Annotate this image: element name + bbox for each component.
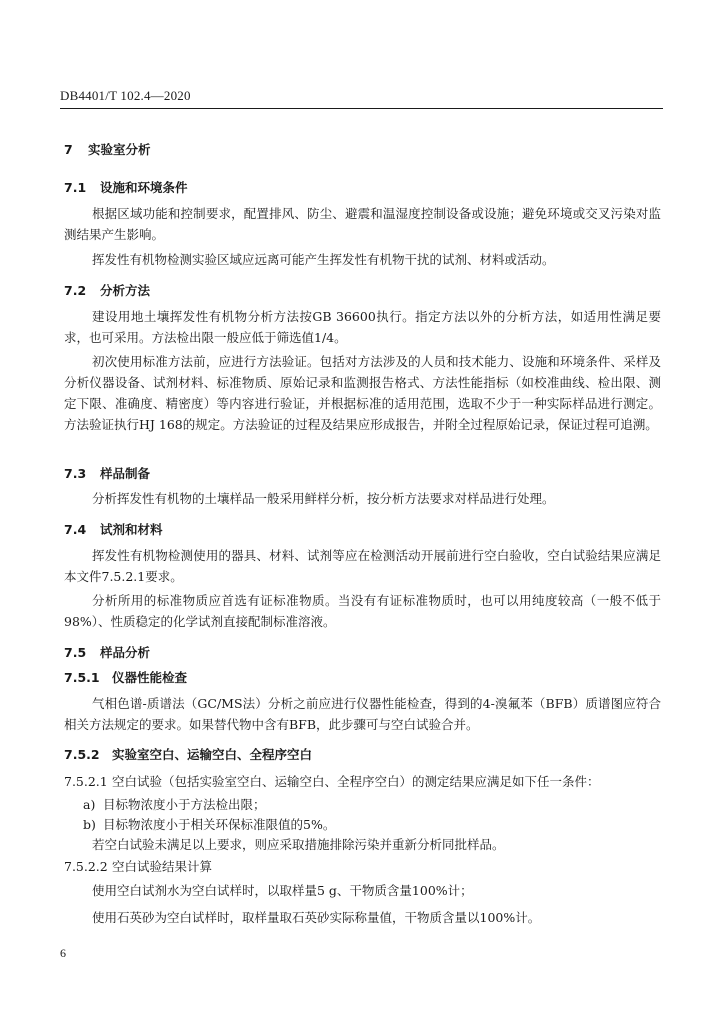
section-7-4-heading — [64, 520, 163, 538]
clause-text: 空白试验（包括实验室空白、运输空白、全程序空白）的测定结果应满足如下任一条件： — [112, 774, 600, 789]
paragraph: 建设用地土壤挥发性有机物分析方法按GB 36600执行。指定方法以外的分析方法，如适用性满足要求，也可采用。方法检出限一般应低于筛选值1/4。 — [64, 309, 661, 345]
list-item — [83, 795, 266, 813]
section-7-3-heading — [64, 464, 150, 482]
section-title: 实验室空白、运输空白、全程序空白 — [112, 747, 313, 762]
section-number: 7.3 — [64, 466, 87, 481]
section-title: 实验室分析 — [88, 142, 151, 157]
clause-7-5-2-1 — [64, 772, 600, 790]
section-title: 仪器性能检查 — [112, 670, 188, 685]
section-number: 7.1 — [64, 180, 87, 195]
section-number: 7.5.1 — [64, 670, 100, 685]
section-7-1-heading — [64, 178, 188, 196]
paragraph: 分析挥发性有机物的土壤样品一般采用鲜样分析，按分析方法要求对样品进行处理。 — [92, 491, 555, 506]
section-7-2-heading — [64, 281, 150, 299]
paragraph: 分析所用的标准物质应首选有证标准物质。当没有有证标准物质时，也可以用纯度较高（一般不低于98%）、性质稳定的化学试剂直接配制标准溶液。 — [64, 593, 661, 629]
paragraph: 气相色谱-质谱法（GC/MS法）分析之前应进行仪器性能检查，得到的4-溴氟苯（BFB）质谱图应符合相关方法规定的要求。如果替代物中含有BFB，此步骤可与空白试验合并。 — [64, 696, 661, 732]
list-marker: b) — [83, 817, 96, 832]
paragraph: 使用空白试剂水为空白试样时，以取样量5 g、干物质含量100%计； — [92, 883, 473, 898]
section-7-heading — [64, 140, 151, 158]
clause-note: 若空白试验未满足以上要求，则应采取措施排除污染并重新分析同批样品。 — [92, 837, 505, 852]
header-rule — [60, 108, 663, 109]
section-number: 7.5 — [64, 645, 87, 660]
section-number: 7 — [64, 142, 73, 157]
section-title: 样品制备 — [100, 466, 151, 481]
list-marker: a) — [83, 797, 96, 812]
clause-number: 7.5.2.1 — [64, 774, 108, 789]
clause-number: 7.5.2.2 — [64, 859, 108, 874]
clause-text: 空白试验结果计算 — [112, 859, 213, 874]
section-7-5-heading — [64, 643, 150, 661]
page-number: 6 — [60, 946, 66, 960]
clause-7-5-2-2 — [64, 857, 212, 875]
section-title: 分析方法 — [100, 283, 151, 298]
section-7-5-1-heading — [64, 668, 187, 686]
document-code: DB4401/T 102.4—2020 — [60, 88, 191, 103]
section-7-5-2-heading — [64, 745, 312, 763]
list-item — [83, 815, 335, 833]
paragraph: 挥发性有机物检测使用的器具、材料、试剂等应在检测活动开展前进行空白验收，空白试验结果应满足本文件7.5.2.1要求。 — [64, 548, 661, 584]
paragraph: 挥发性有机物检测实验区域应远离可能产生挥发性有机物干扰的试剂、材料或活动。 — [92, 252, 555, 267]
paragraph: 根据区域功能和控制要求，配置排风、防尘、避震和温湿度控制设备或设施；避免环境或交叉污染对监测结果产生影响。 — [64, 206, 661, 242]
list-item-text: 目标物浓度小于相关环保标准限值的5%。 — [103, 817, 336, 832]
section-title: 试剂和材料 — [100, 522, 163, 537]
paragraph: 使用石英砂为空白试样时，取样量取石英砂实际称量值，干物质含量以100%计。 — [92, 910, 541, 925]
section-number: 7.5.2 — [64, 747, 100, 762]
section-number: 7.2 — [64, 283, 87, 298]
list-item-text: 目标物浓度小于方法检出限； — [103, 797, 266, 812]
section-title: 样品分析 — [100, 645, 151, 660]
paragraph: 初次使用标准方法前，应进行方法验证。包括对方法涉及的人员和技术能力、设施和环境条件、采样及分析仪器设备、试剂材料、标准物质、原始记录和监测报告格式、方法性能指标（如校准曲线、检出限、测定下限、准确度、精密度）等内容进行验证，并根据标准的适用范围，选取不少于一种实际样品进行测定。方法验证执行HJ 168的规定。方法验证的过程及结果应形成报告，并附全过程原始记录，保证过程可追溯。 — [64, 354, 661, 432]
section-number: 7.4 — [64, 522, 87, 537]
section-title: 设施和环境条件 — [100, 180, 188, 195]
